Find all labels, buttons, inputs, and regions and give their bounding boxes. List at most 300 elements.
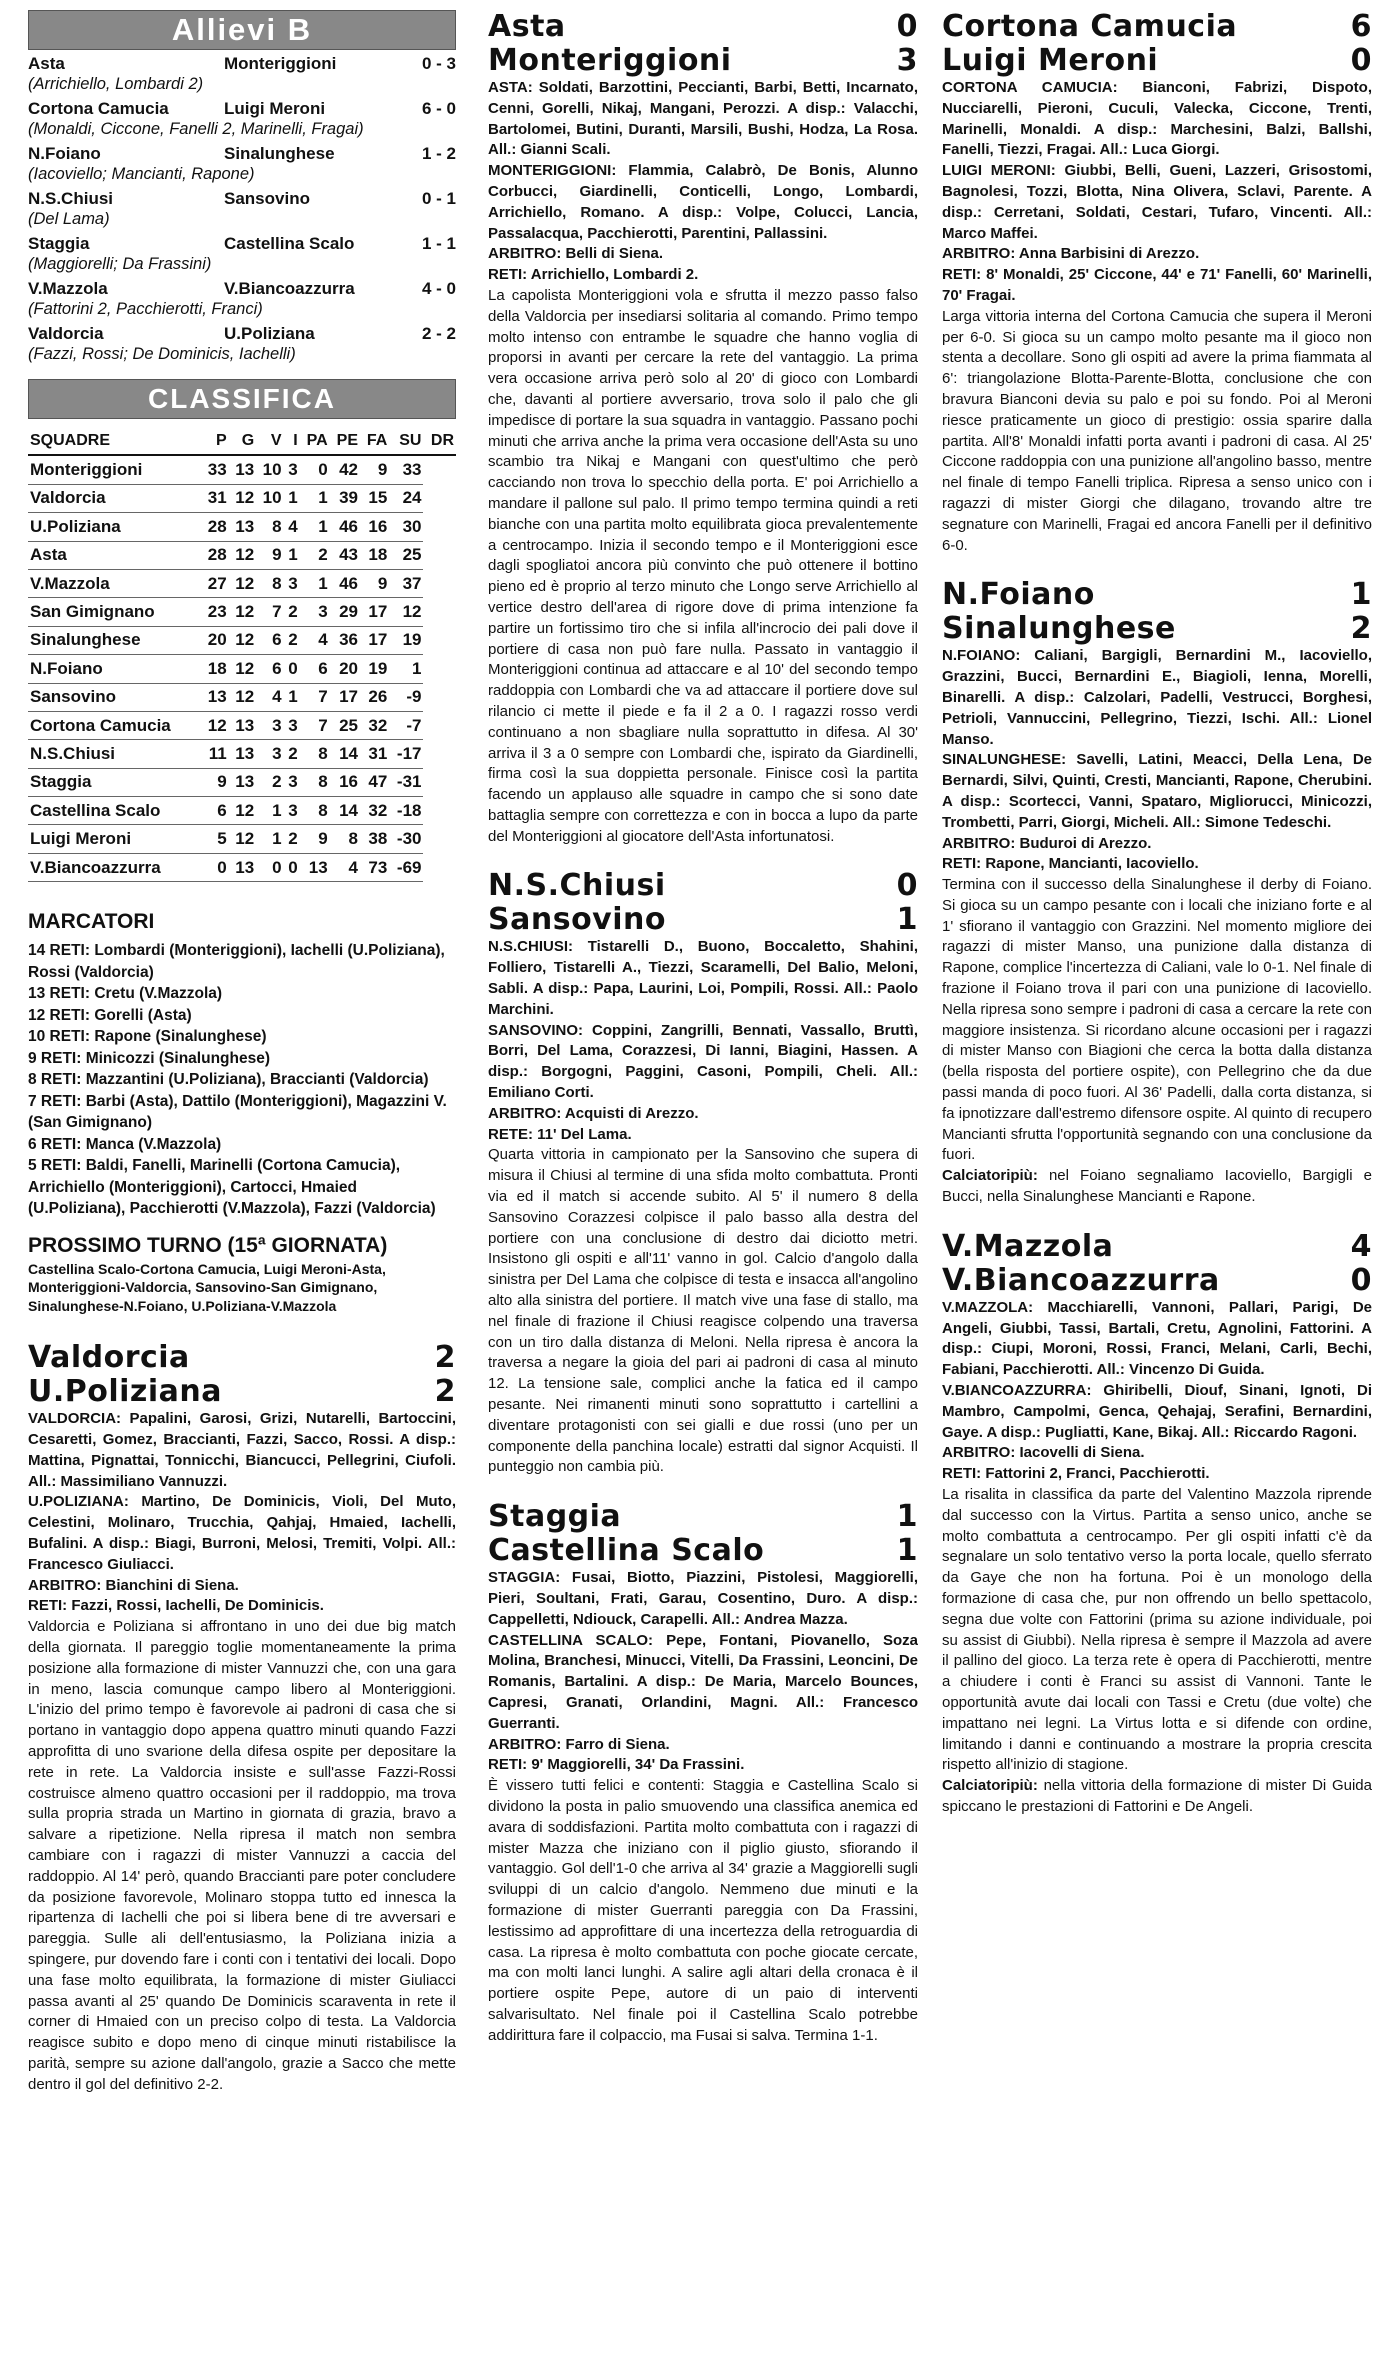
table-cell: -18: [389, 797, 423, 825]
table-cell: 8: [256, 569, 283, 597]
match-report: Valdorcia e Poliziana si affrontano in uno dei due big match della giornata. Il pareggio toglie momentaneamente la prima posizione alla formazione di mister Vannuzzi che, con una gara in meno, lascia comunque campo libero al Monteriggioni. L'inizio del primo tempo è favorevole ai padroni di casa che si portano in vantaggio dopo appena quattro minuti quando Fazzi approfitta di uno svarione della difesa ospite per depositare la rete in rete. La Valdorcia insiste e sull'asse Fazzi-Rossi costruisce almeno quattro occasioni per il raddoppio, ma trova sulla propria strada un Martino in giornata di grazia, bravo a salvare a ripetizione. Nella ripresa il match non sembra cambiare con i ragazzi di mister Vannuzzi a caccia del raddoppio. Al 14' però, quando Braccianti pare poter concludere da posizione favorevole, Molinaro stoppa tutto ed innesca la ripartenza di Iachelli che poi si libera bene di tre avversari e pareggia. Sulle ali dell'entusiasmo, la Poliziana inizia a spingere, pur dovendo fare i conti con i tentativi dei locali. Dopo una fase molto equilibrata, la formazione di mister Giuliacci passa avanti al 25' quando De Dominicis scaraventa in rete il corner di Hmaied con un preciso colpo di testa. La Valdorcia reagisce subito e dopo meno di cinque minuti ristabilisce la parità, sempre su azione dall'angolo, grazie a Sacco che mette dentro il gol del definitivo 2-2.: [28, 1618, 456, 2093]
table-row: [28, 569, 456, 597]
match-report: La capolista Monteriggioni vola e sfrutta il mezzo passo falso della Valdorcia per insediarsi solitaria al comando. Primo tempo molto intenso con entrambe le squadre che hanno voglia di proporsi in avanti per cercare la rete del vantaggio. La prima vera occasione arriva però solo al 20' di gioco con Lombardi che, davanti al portiere avversario, trova solo il palo che gli impedisce di portare la sua squadra in vantaggio. Passano pochi minuti che arriva anche la prima vera occasione dell'Asta su uno scambio tra Nikaj e Mangani con quest'ultimo che però cacciando non trova lo specchio della porta. E' poi Arrichiello a mandare il pallone sul palo. Il primo tempo termina quindi a reti bianche con una partita molto equilibrata gioca prevalentemente a centrocampo. Inizia il secondo tempo e il Monteriggioni esce dagli spogliatoi ancora più convinto che può ottenere il bottino pieno ed è proprio al terzo minuto che Longo serve Arrichiello al vertice destro dell'area di rigore dove di prima intenzione fa partire un fortissimo tiro che si infila all'incrocio dei pali dove il portiere di casa non può fare nulla. Passato in vantaggio il Monteriggioni continua ad attaccare e al 10' del secondo tempo raddoppia con Lombardi che va ad attaccare il portiere dove sul rilancio ci mette il piede e fa il 2 a 0. I ragazzi rosso verdi continuano a non sbagliare nulla soprattutto in difesa. Al 30' arriva il 3 a 0 sempre con Lombardi che, ispirato da Giardinelli, firma così la sua doppietta personale. Finisce così la partita facendo un applauso alle squadre in campo che si sono date battaglia sempre con correttezza e con in bocca a lupo da parte del Monteriggioni al giocatore dell'Asta infortunatosi.: [488, 286, 918, 845]
table-cell: Staggia: [28, 768, 201, 796]
result-row: [28, 53, 456, 74]
table-row: [28, 768, 456, 796]
col-header: FA: [360, 427, 389, 455]
table-cell: 12: [229, 797, 256, 825]
home-team: N.Foiano: [942, 577, 1095, 613]
col-header: PA: [300, 427, 330, 455]
table-cell: 7: [300, 711, 330, 739]
table-cell: 32: [360, 711, 389, 739]
score: 2 - 2: [421, 324, 456, 343]
match-mazzola-biancoazzurra: [942, 1230, 1372, 1818]
home-team: N.S.Chiusi: [488, 868, 666, 904]
table-cell: 3: [284, 569, 300, 597]
lineup: ARBITRO: Anna Barbisini di Arezzo.: [942, 245, 1200, 263]
lineup: RETI: 9' Maggiorelli, 34' Da Frassini.: [488, 1756, 745, 1774]
lineup: STAGGIA: Fusai, Biotto, Piazzini, Pistolesi, Maggiorelli, Pieri, Soultani, Frati, Garau, Cosentino, Duro. A disp.: Cappelletti, Ndiouck, Carapelli. All.: Andrea Mazza.: [488, 1569, 918, 1628]
table-cell: 3: [256, 740, 283, 768]
away-team: U.Poliziana: [28, 1374, 223, 1410]
table-row: [28, 853, 456, 881]
table-cell: 0: [201, 853, 228, 881]
match-home: [488, 1500, 918, 1534]
scorer-line: 14 RETI: Lombardi (Monteriggioni), Iachelli (U.Poliziana), Rossi (Valdorcia): [28, 942, 445, 981]
match-away: [942, 1264, 1372, 1298]
table-cell: 13: [300, 853, 330, 881]
table-cell: 13: [229, 455, 256, 484]
table-cell: 2: [284, 598, 300, 626]
table-cell: 4: [330, 853, 360, 881]
table-cell: 12: [229, 541, 256, 569]
match-chiusi-sansovino: [488, 869, 918, 1478]
table-cell: V.Biancoazzurra: [28, 853, 201, 881]
match-home: [28, 1341, 456, 1375]
lineup: MONTERIGGIONI: Flammia, Calabrò, De Bonis, Alunno Corbucci, Giardinelli, Conticelli, Longo, Lombardi, Arrichiello, Romano. A disp.: Volpe, Colucci, Lancia, Passalacqua, Pacchierotti, Parentini, Pallassini.: [488, 162, 918, 242]
table-cell: 3: [284, 768, 300, 796]
score: 0 - 3: [421, 54, 456, 73]
result-row: [28, 233, 456, 254]
table-cell: 26: [360, 683, 389, 711]
match-asta-monteriggioni: [488, 10, 918, 847]
note-label: Calciatoripiù:: [942, 1777, 1038, 1795]
scorer-line: 7 RETI: Barbi (Asta), Dattilo (Monteriggioni), Magazzini V. (San Gimignano): [28, 1092, 447, 1132]
table-cell: 10: [256, 455, 283, 484]
table-cell: 2: [256, 768, 283, 796]
home-score: 1: [896, 1499, 918, 1535]
match-home: [488, 869, 918, 903]
table-cell: 16: [330, 768, 360, 796]
table-cell: 12: [229, 825, 256, 853]
table-cell: 73: [360, 853, 389, 881]
table-cell: 2: [284, 825, 300, 853]
match-report: Quarta vittoria in campionato per la Sansovino che supera di misura il Chiusi al termine di una sfida molto combattuta. Pronti via ed il match si accende subito. Al 5' il numero 8 della Sansovino Corazzesi colpisce il palo basso alla destra del portiere con una conclusione di destro dai diciotto metri. Insistono gli ospiti e all'11' vanno in gol. Calcio d'angolo dalla sinistra per Del Lama che colpisce di testa e insacca all'angolino alto alla sinistra del portiere. Il match vive una fase di stallo, ma nel finale di frazione il Chiusi reagisce colpendo una traversa con un tiro dalla distanza di Meloni. Nella ripresa è ancora la traversa a negare la gioia del pari ai padroni di casa al minuto 12. La tensione sale, complici anche la fatica ed il campo pesante. Nei rimanenti minuti sono soprattutto i cartellini a diventare protagonisti con sei gialli e due rossi (uno per un componente della panchina locale) estratti dal signor Acquisti. Il punteggio non cambia più.: [488, 1146, 918, 1476]
lineup: CASTELLINA SCALO: Pepe, Fontani, Piovanello, Soza Molina, Branchesi, Minucci, Vitelli, Da Frassini, Leoncini, De Romanis, Bartalini. A disp.: De Maria, Marcelo Bounces, Capresi, Granati, Orlandini, Magni. All.: Francesco Guerranti.: [488, 1631, 918, 1732]
scorer-line: 10 RETI: Rapone (Sinalunghese): [28, 1028, 267, 1046]
table-cell: 31: [360, 740, 389, 768]
table-cell: 17: [330, 683, 360, 711]
table-cell: 0: [300, 455, 330, 484]
table-cell: Sansovino: [28, 683, 201, 711]
table-cell: 29: [330, 598, 360, 626]
table-row: [28, 626, 456, 654]
table-cell: 1: [300, 484, 330, 512]
table-cell: 8: [256, 513, 283, 541]
table-cell: 2: [284, 740, 300, 768]
away-team: Sinalunghese: [224, 144, 335, 163]
match-home: [488, 10, 918, 44]
table-cell: 32: [360, 797, 389, 825]
score: 6 - 0: [421, 99, 456, 118]
table-cell: 36: [330, 626, 360, 654]
col-header: SU: [389, 427, 423, 455]
lineup: SINALUNGHESE: Savelli, Latini, Meacci, Della Lena, De Bernardi, Silvi, Quinti, Cresti, Mancianti, Rapone, Cherubini. A disp.: Scortecci, Vanni, Spataro, Migliorucci, Minicozzi, Trombetti, Parri, Giorgi, Micheli. All.: Simone Tedeschi.: [942, 751, 1372, 831]
table-cell: 28: [201, 513, 228, 541]
results-list: [28, 53, 456, 365]
scorers: (Arrichiello, Lombardi 2): [28, 75, 204, 93]
table-cell: 16: [360, 513, 389, 541]
table-cell: 43: [330, 541, 360, 569]
table-cell: 12: [229, 683, 256, 711]
table-row: [28, 797, 456, 825]
table-cell: 6: [256, 655, 283, 683]
table-cell: 9: [256, 541, 283, 569]
prossimo-text: Castellina Scalo-Cortona Camucia, Luigi Meroni-Asta, Monteriggioni-Valdorcia, Sansovino-San Gimignano, Sinalunghese-N.Foiano, U.Poliziana-V.Mazzola: [28, 1260, 386, 1314]
table-cell: 47: [360, 768, 389, 796]
table-cell: 19: [389, 626, 423, 654]
lineup: LUIGI MERONI: Giubbi, Belli, Gueni, Lazzeri, Grisostomi, Bagnolesi, Tozzi, Blotta, Nina Olivera, Sclavi, Parente. A disp.: Cerretani, Soldati, Cestari, Tufaro, Vincenti. All.: Marco Maffei.: [942, 162, 1372, 242]
away-score: 2: [1350, 611, 1372, 647]
home-team: Valdorcia: [28, 1340, 190, 1376]
table-cell: Sinalunghese: [28, 626, 201, 654]
marcatori-list: [28, 940, 456, 1220]
scorer-line: 12 RETI: Gorelli (Asta): [28, 1006, 192, 1024]
table-cell: 12: [229, 598, 256, 626]
home-team: Asta: [28, 54, 65, 73]
table-cell: 1: [284, 484, 300, 512]
lineup: ASTA: Soldati, Barzottini, Peccianti, Barbi, Betti, Incarnato, Cenni, Gorelli, Nikaj, Mangani, Perozzi. A disp.: Valacchi, Bartolomei, Butini, Duranti, Marsili, Bushi, Hodza, La Rosa. All.: Gianni Scali.: [488, 79, 918, 159]
lineup: ARBITRO: Buduroi di Arezzo.: [942, 834, 1152, 852]
lineup: U.POLIZIANA: Martino, De Dominicis, Violi, Del Muto, Celestini, Molinaro, Trucchia, Qahjaj, Hmaied, Iachelli, Bufalini. A disp.: Biagi, Burroni, Melosi, Tremiti, Volpi. All.: Francesco Giuliacci.: [28, 1493, 456, 1573]
table-cell: 12: [229, 484, 256, 512]
table-cell: 17: [360, 626, 389, 654]
home-team: N.Foiano: [28, 144, 101, 163]
home-score: 6: [1350, 10, 1372, 44]
table-cell: 14: [330, 740, 360, 768]
lineup: N.S.CHIUSI: Tistarelli D., Buono, Boccaletto, Shahini, Folliero, Tistarelli A., Tiezzi, Scaramelli, Del Balio, Meloni, Sabli. A disp.: Papa, Laurini, Loi, Pompili, Rossi. All.: Paolo Marchini.: [488, 938, 918, 1018]
col-header: I: [284, 427, 300, 455]
table-cell: 12: [229, 655, 256, 683]
table-cell: 1: [300, 513, 330, 541]
away-team: Castellina Scalo: [224, 234, 355, 253]
table-cell: 3: [256, 711, 283, 739]
table-cell: Monteriggioni: [28, 455, 201, 484]
lineup: RETI: Fattorini 2, Franci, Pacchierotti.: [942, 1465, 1210, 1483]
table-cell: -9: [389, 683, 423, 711]
result-row: [28, 188, 456, 209]
table-cell: N.S.Chiusi: [28, 740, 201, 768]
lineup: RETI: 8' Monaldi, 25' Ciccone, 44' e 71' Fanelli, 60' Marinelli, 70' Fragai.: [942, 266, 1372, 304]
col-header: V: [256, 427, 283, 455]
table-cell: 6: [201, 797, 228, 825]
table-cell: 1: [284, 683, 300, 711]
scorers: (Iacoviello; Mancianti, Rapone): [28, 165, 255, 183]
match-away: [942, 612, 1372, 646]
match-report: È vissero tutti felici e contenti: Staggia e Castellina Scalo si dividono la posta in palio smuovendo una classifica anemica ed avara di soddisfazioni. Partita molto combattuta con i ragazzi di mister Mazza che iniziano con il piglio giusto, sfiorando il vantaggio. Gol dell'1-0 che arriva al 34' grazie a Maggiorelli sugli sviluppi di un calcio d'angolo. Nemmeno due minuti e la formazione di mister Guerranti pareggia con Da Frassini, lestissimo ad approfittare di una incertezza della retroguardia di casa. La ripresa è molto combattuta con poche giocate cercate, ma con molti lanci lunghi. A salire agli altari della cronaca è il portiere ospite Pepe, autore di un paio di interventi salvarisultato. Nel finale poi il Castellina Scalo potrebbe addirittura fare il colpaccio, ma Fusai si salva. Termina 1-1.: [488, 1777, 918, 2044]
match-report: Larga vittoria interna del Cortona Camucia che supera il Meroni per 6-0. Si gioca su un campo molto pesante ma il gioco non stenta a decollare. Sono gli ospiti ad avere la prima fiammata al 6': triangolazione Blotta-Parente-Blotta, conclusione che con bravura Bianconi devia su palo e poi su fondo. Poi al Meroni riesce praticamente un gioco di prestigio: ossia sparire dalla partita. All'8' Monaldi infatti porta avanti i padroni di casa. Al 25' Ciccone raddoppia con una punizione all'angolino basso, mentre nel finale di tempo Fanelli triplica. Ripresa a senso unico con i ragazzi di mister Giorgi che dilagano, trovando altre tre segnature con Marinelli, Fragai ed ancora Fanelli per il definitivo 6-0.: [942, 307, 1372, 554]
table-cell: 46: [330, 513, 360, 541]
table-cell: 27: [201, 569, 228, 597]
section-title: Allievi B: [28, 10, 456, 50]
table-cell: 15: [360, 484, 389, 512]
table-cell: 23: [201, 598, 228, 626]
table-cell: 0: [284, 853, 300, 881]
match-away: [488, 1534, 918, 1568]
table-cell: 38: [360, 825, 389, 853]
col-header: PE: [330, 427, 360, 455]
table-row: [28, 825, 456, 853]
standings-table: [28, 427, 456, 882]
table-cell: -30: [389, 825, 423, 853]
column-right: [942, 10, 1372, 1818]
match-away: [28, 1375, 456, 1409]
home-team: Cortona Camucia: [942, 10, 1238, 44]
away-team: Sansovino: [488, 902, 666, 938]
classifica-title: CLASSIFICA: [28, 379, 456, 419]
home-team: Staggia: [28, 234, 90, 253]
table-cell: 33: [389, 455, 423, 484]
table-cell: 18: [201, 655, 228, 683]
table-cell: Valdorcia: [28, 484, 201, 512]
home-score: 0: [896, 868, 918, 904]
table-cell: V.Mazzola: [28, 569, 201, 597]
result-row: [28, 98, 456, 119]
match-note: [942, 1166, 1372, 1208]
table-cell: 12: [201, 711, 228, 739]
table-row: [28, 541, 456, 569]
table-cell: 42: [330, 455, 360, 484]
lineup: ARBITRO: Belli di Siena.: [488, 245, 664, 263]
table-cell: 25: [389, 541, 423, 569]
column-left: [28, 10, 456, 2096]
away-team: V.Biancoazzurra: [224, 279, 355, 298]
home-team: Staggia: [488, 1499, 622, 1535]
lineup: V.MAZZOLA: Macchiarelli, Vannoni, Pallari, Parigi, De Angeli, Giubbi, Tassi, Bartali, Cretu, Agnolini, Fattorini. A disp.: Ciupi, Moroni, Rossi, Franci, Melani, Carli, Bechi, Fabiani, Pacchierotti. All.: Vincenzo Di Guida.: [942, 1298, 1372, 1379]
table-cell: 28: [201, 541, 228, 569]
home-score: 4: [1350, 1228, 1372, 1264]
table-cell: -7: [389, 711, 423, 739]
match-home: [942, 10, 1372, 44]
scorers: (Del Lama): [28, 210, 110, 228]
home-team: Asta: [488, 10, 566, 44]
lineup: ARBITRO: Iacovelli di Siena.: [942, 1444, 1145, 1462]
table-cell: 9: [360, 569, 389, 597]
table-cell: 4: [300, 626, 330, 654]
scorers: (Fazzi, Rossi; De Dominicis, Iachelli): [28, 345, 296, 363]
table-cell: 31: [201, 484, 228, 512]
match-report: La risalita in classifica da parte del Valentino Mazzola riprende dal successo con la Virtus. Partita a senso unico, anche se molto combattuta a centrocampo. Per gli ospiti infatti c'è da segnalare un solo tentativo verso la porta locale, quello sferrato da Gaye che non ha fortuna. Poi è un monologo della formazione di casa che, pur non offrendo un bello spettacolo, segna due volte con Fattorini (prima su azione individuale, poi su assist di Giubbi). Nella ripresa è sempre il Mazzola ad avere il pallino del gioco. La terza rete è opera di Pacchierotti, mentre a chiudere i conti è Franci su assist di Vannoni. Tante le opportunità avute dai locali con Tassi e Cretu (due volte) che impattano nei legni. La Virtus lotta e si difende con ordine, limitando i danni e continuando a mostrare la propria crescita rispetto all'inizio di stagione.: [942, 1486, 1372, 1774]
score: 1 - 1: [421, 234, 456, 253]
away-team: Sinalunghese: [942, 611, 1176, 647]
table-row: [28, 598, 456, 626]
home-team: Valdorcia: [28, 324, 104, 343]
table-cell: 11: [201, 740, 228, 768]
table-cell: 3: [300, 598, 330, 626]
table-cell: 46: [330, 569, 360, 597]
home-score: 2: [434, 1340, 456, 1376]
table-row: [28, 683, 456, 711]
lineup: RETI: Fazzi, Rossi, Iachelli, De Dominicis.: [28, 1597, 324, 1615]
table-cell: 3: [284, 711, 300, 739]
table-cell: 7: [300, 683, 330, 711]
table-cell: 13: [229, 711, 256, 739]
away-team: Monteriggioni: [488, 43, 732, 78]
table-cell: 5: [201, 825, 228, 853]
away-team: Sansovino: [224, 189, 310, 208]
col-header: SQUADRE: [28, 427, 201, 455]
result-row: [28, 278, 456, 299]
table-cell: N.Foiano: [28, 655, 201, 683]
table-cell: 2: [284, 626, 300, 654]
table-cell: Castellina Scalo: [28, 797, 201, 825]
table-cell: 13: [229, 768, 256, 796]
note-text: nel Foiano segnaliamo Iacoviello, Bargigli e Bucci, nella Sinalunghese Mancianti e Rapone.: [942, 1167, 1372, 1206]
result-row: [28, 143, 456, 164]
home-team: Cortona Camucia: [28, 99, 169, 118]
note-label: Calciatoripiù:: [942, 1167, 1038, 1185]
away-team: Luigi Meroni: [942, 43, 1159, 78]
table-cell: 6: [256, 626, 283, 654]
table-cell: 4: [284, 513, 300, 541]
lineup: SANSOVINO: Coppini, Zangrilli, Bennati, Vassallo, Bruttì, Borri, Del Lama, Corazzesi, Di Ianni, Biagini, Hassen. A disp.: Borgogni, Paggini, Casoni, Pompili, Cheli. All.: Emiliano Corti.: [488, 1021, 918, 1102]
table-cell: 19: [360, 655, 389, 683]
match-note: [942, 1776, 1372, 1818]
table-cell: 25: [330, 711, 360, 739]
scorers: (Fattorini 2, Pacchierotti, Franci): [28, 300, 263, 318]
away-team: Castellina Scalo: [488, 1533, 765, 1569]
table-cell: 0: [256, 853, 283, 881]
table-cell: 24: [389, 484, 423, 512]
table-cell: -17: [389, 740, 423, 768]
lineup: VALDORCIA: Papalini, Garosi, Grizi, Nutarelli, Bartoccini, Cesaretti, Gomez, Braccianti, Fazzi, Sacco, Rossi. A disp.: Mattina, Pignattai, Tonnicchi, Biancucci, Pellegrini, Ciufoli. All.: Massimiliano Vannuzzi.: [28, 1410, 456, 1490]
away-score: 2: [434, 1374, 456, 1410]
match-away: [942, 44, 1372, 78]
lineup: N.FOIANO: Caliani, Bargigli, Bernardini M., Iacoviello, Grazzini, Bucci, Bernardini E., Biagioli, Ienna, Morelli, Binarelli. A disp.: Calzolari, Padelli, Vestrucci, Borghesi, Petrioli, Vannuccini, Pellegrino, Tiezzi, Ischi. All.: Lionel Manso.: [942, 647, 1372, 748]
marcatori-title: MARCATORI: [28, 910, 155, 934]
match-staggia-castellina: [488, 1500, 918, 2046]
table-cell: 13: [229, 740, 256, 768]
scorer-line: 5 RETI: Baldi, Fanelli, Marinelli (Cortona Camucia), Arrichiello (Monteriggioni), Cartocci, Hmaied (U.Poliziana), Pacchierotti (V.Mazzola), Fazzi (Valdorcia): [28, 1157, 436, 1218]
away-team: V.Biancoazzurra: [942, 1262, 1220, 1298]
table-cell: 12: [229, 569, 256, 597]
lineup: ARBITRO: Farro di Siena.: [488, 1735, 670, 1753]
home-score: 0: [896, 10, 918, 44]
score: 4 - 0: [421, 279, 456, 298]
table-row: [28, 655, 456, 683]
table-cell: 1: [256, 797, 283, 825]
match-home: [942, 578, 1372, 612]
match-foiano-sinalunghese: [942, 578, 1372, 1208]
away-score: 1: [896, 1533, 918, 1569]
table-cell: 30: [389, 513, 423, 541]
table-cell: 10: [256, 484, 283, 512]
table-cell: 1: [389, 655, 423, 683]
table-cell: San Gimignano: [28, 598, 201, 626]
prossimo-title: PROSSIMO TURNO (15ª GIORNATA): [28, 1233, 388, 1257]
table-cell: -31: [389, 768, 423, 796]
table-cell: 20: [330, 655, 360, 683]
scorer-line: 13 RETI: Cretu (V.Mazzola): [28, 985, 223, 1003]
table-cell: 13: [229, 513, 256, 541]
table-cell: 33: [201, 455, 228, 484]
table-cell: Luigi Meroni: [28, 825, 201, 853]
table-cell: 9: [201, 768, 228, 796]
table-cell: 8: [300, 740, 330, 768]
table-cell: 2: [300, 541, 330, 569]
away-score: 3: [896, 43, 918, 78]
table-cell: 4: [256, 683, 283, 711]
score: 1 - 2: [421, 144, 456, 163]
match-home: [942, 1230, 1372, 1264]
home-score: 1: [1350, 577, 1372, 613]
match-cortona-meroni: [942, 10, 1372, 556]
table-cell: 9: [300, 825, 330, 853]
col-header: P: [201, 427, 228, 455]
table-cell: 20: [201, 626, 228, 654]
table-row: [28, 711, 456, 739]
table-cell: 12: [389, 598, 423, 626]
table-cell: 14: [330, 797, 360, 825]
table-cell: 8: [300, 797, 330, 825]
score: 0 - 1: [421, 189, 456, 208]
away-team: U.Poliziana: [224, 324, 315, 343]
column-middle: [488, 10, 918, 2047]
home-team: N.S.Chiusi: [28, 189, 114, 208]
match-away: [488, 44, 918, 78]
standings-header: [28, 427, 456, 455]
result-row: [28, 323, 456, 344]
scorer-line: 8 RETI: Mazzantini (U.Poliziana), Braccianti (Valdorcia): [28, 1071, 429, 1089]
lineup: ARBITRO: Acquisti di Arezzo.: [488, 1104, 699, 1122]
table-cell: 3: [284, 455, 300, 484]
match-report: Termina con il successo della Sinalunghese il derby di Foiano. Si gioca su un campo pesante con i locali che iniziano forte e al 1' sfiorano il vantaggio con Grazzini. Nel momento migliore dei ragazzi di mister Manso, una punizione dalla distanza di Rapone, complice l'incertezza di Caliani, vale lo 0-1. Nel finale di frazione il Foiano trova il pari con una punizione di Iacoviello. Nella ripresa sono sempre i padroni di casa a cercare la rete con maggiore insistenza. Si ricordano alcune occasioni per i ragazzi di mister Manso con Biagioni che cerca la botta dalla distanza (bella risposta del portiere ospite), con Pellegrino che da due passi manda di poco fuori. Al 36' Padelli, dalla corta distanza, si fa ipnotizzare dall'estremo difensore ospite. Al quinto di recupero Mancianti sfrutta l'opportunità segnando con una conclusione da fuori.: [942, 876, 1372, 1164]
table-cell: 3: [284, 797, 300, 825]
col-header: DR: [423, 427, 456, 455]
lineup: RETE: 11' Del Lama.: [488, 1125, 632, 1143]
table-cell: Asta: [28, 541, 201, 569]
col-header: G: [229, 427, 256, 455]
table-cell: 37: [389, 569, 423, 597]
scorers: (Monaldi, Ciccone, Fanelli 2, Marinelli, Fragai): [28, 120, 364, 138]
table-cell: 39: [330, 484, 360, 512]
lineup: RETI: Rapone, Mancianti, Iacoviello.: [942, 855, 1199, 873]
table-cell: 17: [360, 598, 389, 626]
table-row: [28, 740, 456, 768]
lineup: ARBITRO: Bianchini di Siena.: [28, 1576, 239, 1594]
lineup: CORTONA CAMUCIA: Bianconi, Fabrizi, Dispoto, Nucciarelli, Pieroni, Cuculi, Valecka, Ciccone, Trenti, Marinelli, Monaldi. A disp.: Marchesini, Balzi, Ballshi, Fanelli, Tiezzi, Fragai. All.: Luca Giorgi.: [942, 79, 1372, 159]
table-cell: 8: [300, 768, 330, 796]
table-cell: 7: [256, 598, 283, 626]
table-cell: 13: [201, 683, 228, 711]
away-score: 0: [1350, 1262, 1372, 1298]
match-away: [488, 903, 918, 937]
table-cell: 1: [300, 569, 330, 597]
table-cell: 1: [284, 541, 300, 569]
table-cell: 12: [229, 626, 256, 654]
table-cell: Cortona Camucia: [28, 711, 201, 739]
away-score: 0: [1350, 43, 1372, 78]
table-cell: 0: [284, 655, 300, 683]
away-team: Luigi Meroni: [224, 99, 326, 118]
match-valdorcia-poliziana: [28, 1341, 456, 2095]
table-row: [28, 455, 456, 484]
away-score: 1: [896, 902, 918, 938]
table-cell: 18: [360, 541, 389, 569]
table-cell: 6: [300, 655, 330, 683]
scorers: (Maggiorelli; Da Frassini): [28, 255, 212, 273]
scorer-line: 6 RETI: Manca (V.Mazzola): [28, 1135, 222, 1153]
table-row: [28, 484, 456, 512]
table-cell: 13: [229, 853, 256, 881]
table-cell: 9: [360, 455, 389, 484]
home-team: V.Mazzola: [28, 279, 108, 298]
table-cell: 8: [330, 825, 360, 853]
away-team: Monteriggioni: [224, 54, 337, 73]
note-text: nella vittoria della formazione di mister Di Guida spiccano le prestazioni di Fattorini e De Angeli.: [942, 1777, 1372, 1815]
table-cell: U.Poliziana: [28, 513, 201, 541]
home-team: V.Mazzola: [942, 1228, 1114, 1264]
